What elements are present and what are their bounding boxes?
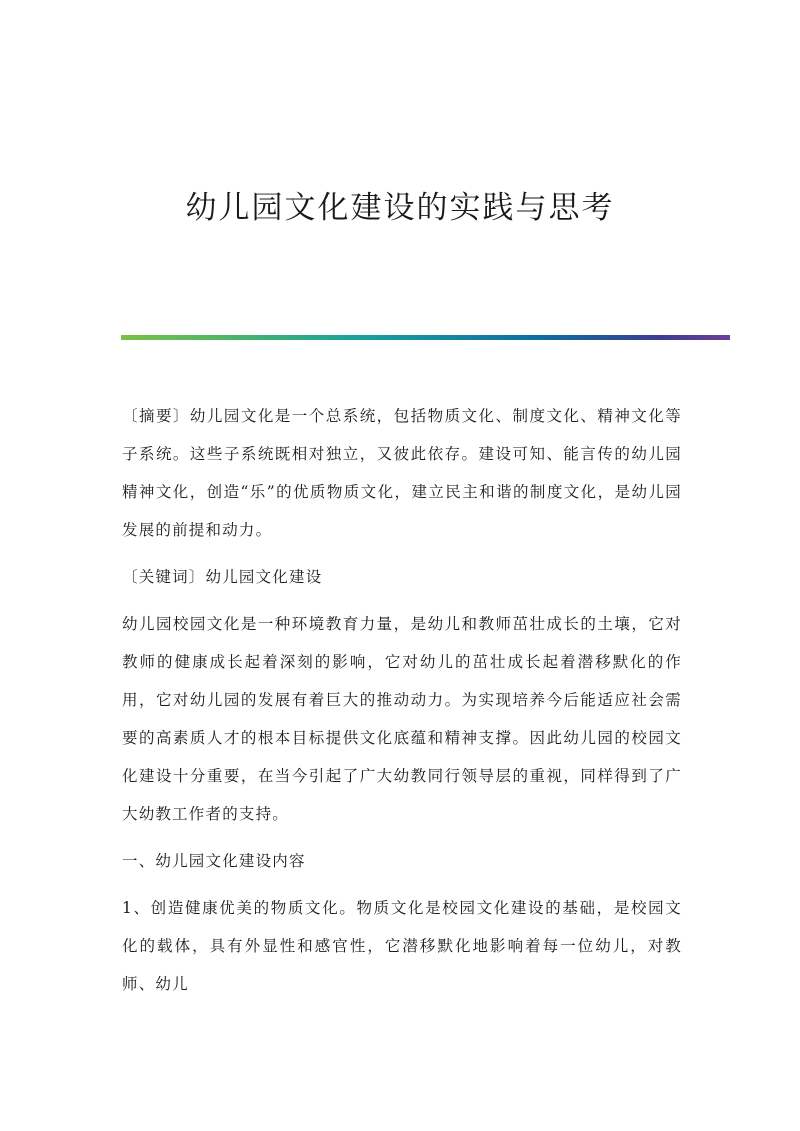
section-heading: 一、幼儿园文化建设内容 bbox=[122, 852, 306, 870]
body-paragraph: 1、创造健康优美的物质文化。物质文化是校园文化建设的基础，是校园文化的载体，具有外显性和感官性，它潜移默化地影响着每一位幼儿，对教师、幼儿 bbox=[122, 899, 682, 993]
intro-paragraph: 幼儿园校园文化是一种环境教育力量，是幼儿和教师茁壮成长的土壤，它对教师的健康成长起着深刻的影响，它对幼儿的茁壮成长起着潜移默化的作用，它对幼儿园的发展有着巨大的推动动力。为实现培养今后能适应社会需要的高素质人才的根本目标提供文化底蕴和精神支撑。因此幼儿园的校园文化建设十分重要，在当今引起了广大幼教同行领导层的重视，同样得到了广大幼教工作者的支持。 bbox=[122, 615, 682, 823]
keywords-paragraph: 〔关键词〕幼儿园文化建设 bbox=[122, 568, 323, 586]
document-title: 幼儿园文化建设的实践与思考 bbox=[185, 190, 615, 226]
document-body bbox=[122, 397, 682, 1012]
title-divider bbox=[121, 335, 730, 340]
abstract-paragraph: 〔摘要〕幼儿园文化是一个总系统，包括物质文化、制度文化、精神文化等子系统。这些子系统既相对独立，又彼此依存。建设可知、能言传的幼儿园精神文化，创造“乐”的优质物质文化，建立民主和谐的制度文化，是幼儿园发展的前提和动力。 bbox=[122, 407, 682, 539]
